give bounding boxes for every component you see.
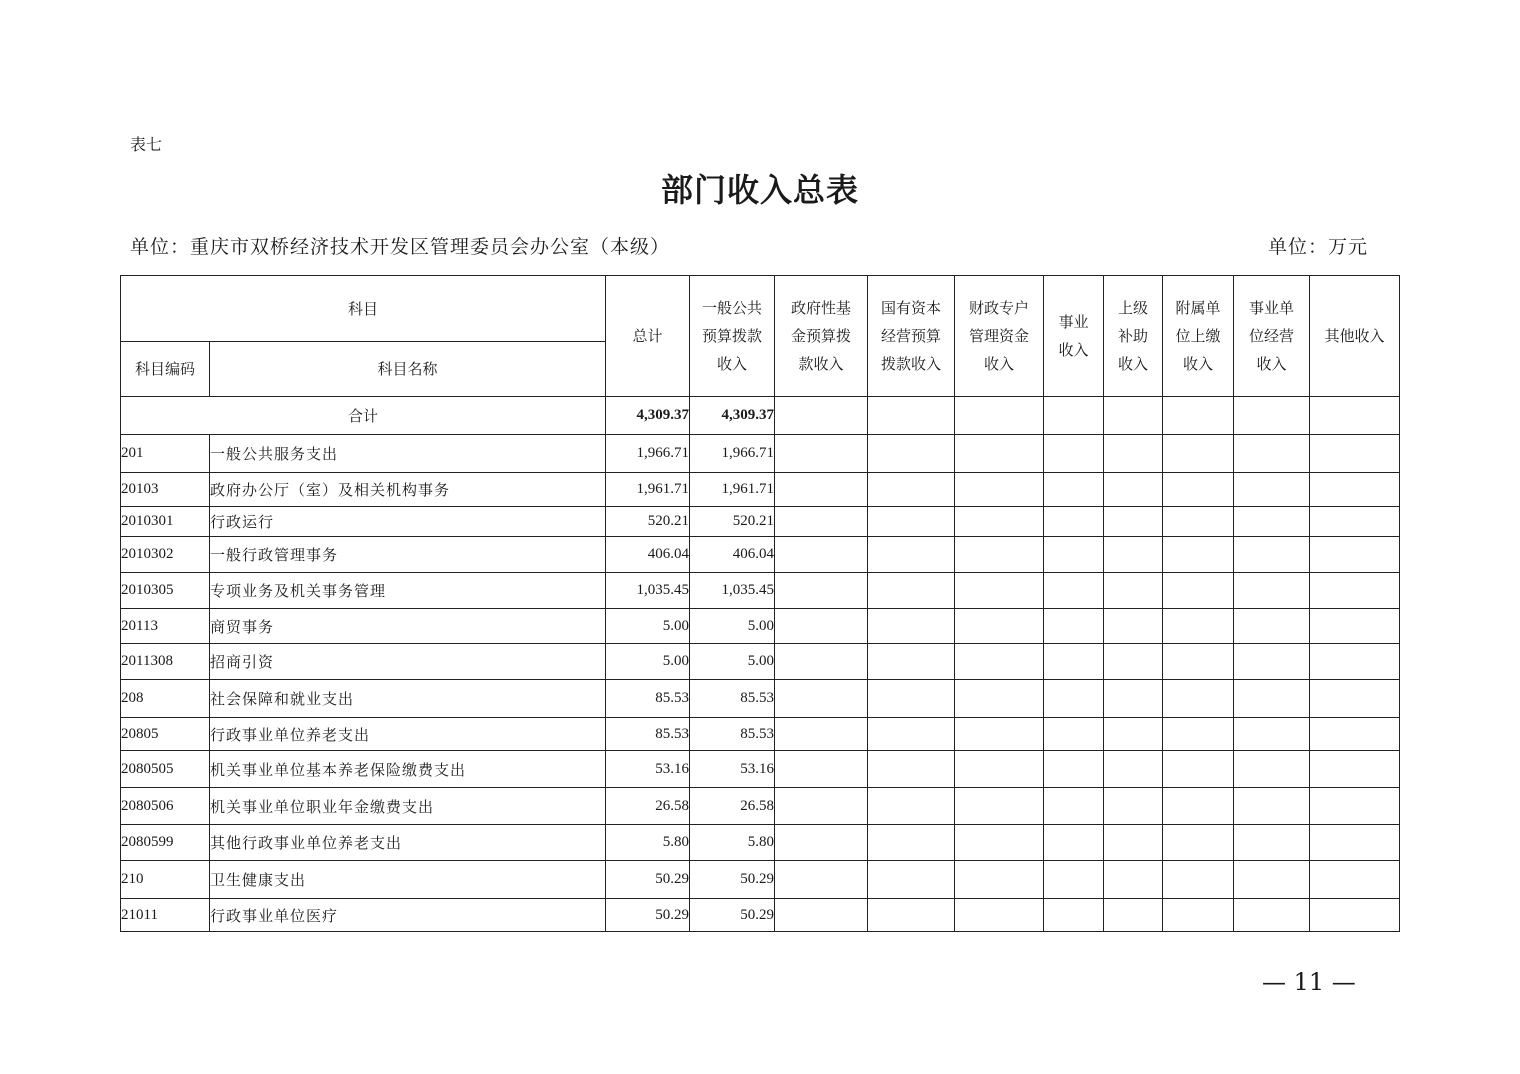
row-name: 一般行政管理事务 [210,537,606,573]
row-general: 5.80 [690,825,775,861]
table-row [121,680,1400,718]
total-sum: 4,309.37 [606,397,690,435]
unit-currency: 单位：万元 [1268,236,1369,258]
row-name: 机关事业单位基本养老保险缴费支出 [210,751,606,788]
header-state-capital: 国有资本经营预算拨款收入 [868,276,955,397]
table-row [121,537,1400,573]
table-row [121,473,1400,507]
unit-organization: 单位：重庆市双桥经济技术开发区管理委员会办公室（本级） [130,236,671,258]
page-number: — 11 — [1262,968,1356,996]
row-general: 50.29 [690,899,775,932]
row-name: 社会保障和就业支出 [210,680,606,718]
total-general: 4,309.37 [690,397,775,435]
row-code: 20805 [121,718,210,751]
row-general: 26.58 [690,788,775,825]
row-total: 5.00 [606,644,690,680]
row-general: 5.00 [690,644,775,680]
row-code: 210 [121,861,210,899]
row-code: 2011308 [121,644,210,680]
row-total: 85.53 [606,718,690,751]
header-business-income: 事业收入 [1044,276,1104,397]
row-total: 520.21 [606,507,690,537]
page-title: 部门收入总表 [660,171,859,209]
row-name: 行政事业单位医疗 [210,899,606,932]
row-name: 政府办公厅（室）及相关机构事务 [210,473,606,507]
table-row [121,825,1400,861]
table-row [121,644,1400,680]
row-name: 商贸事务 [210,609,606,644]
row-general: 53.16 [690,751,775,788]
total-label: 合计 [121,397,606,435]
row-code: 2010302 [121,537,210,573]
row-total: 5.00 [606,609,690,644]
header-superior-subsidy: 上级补助收入 [1104,276,1163,397]
header-gov-fund: 政府性基金预算拨款收入 [775,276,868,397]
header-code: 科目编码 [121,342,210,397]
row-name: 行政运行 [210,507,606,537]
row-code: 21011 [121,899,210,932]
header-affiliated-unit: 附属单位上缴收入 [1163,276,1234,397]
table-row [121,751,1400,788]
header-name: 科目名称 [210,342,606,397]
row-code: 2080505 [121,751,210,788]
row-code: 201 [121,435,210,473]
row-name: 其他行政事业单位养老支出 [210,825,606,861]
row-code: 2010301 [121,507,210,537]
row-general: 5.00 [690,609,775,644]
total-row [121,397,1400,435]
row-general: 406.04 [690,537,775,573]
row-name: 行政事业单位养老支出 [210,718,606,751]
header-subject: 科目 [121,276,606,342]
table-row [121,573,1400,609]
header-general-budget: 一般公共预算拨款收入 [690,276,775,397]
row-total: 53.16 [606,751,690,788]
row-name: 卫生健康支出 [210,861,606,899]
row-code: 2080506 [121,788,210,825]
row-general: 1,966.71 [690,435,775,473]
header-other-income: 其他收入 [1310,276,1400,397]
row-code: 208 [121,680,210,718]
row-name: 专项业务及机关事务管理 [210,573,606,609]
row-code: 2010305 [121,573,210,609]
table-row [121,435,1400,473]
row-total: 1,035.45 [606,573,690,609]
row-name: 机关事业单位职业年金缴费支出 [210,788,606,825]
row-total: 50.29 [606,899,690,932]
row-total: 50.29 [606,861,690,899]
row-general: 85.53 [690,718,775,751]
table-number: 表七 [130,135,163,154]
row-total: 1,966.71 [606,435,690,473]
row-total: 406.04 [606,537,690,573]
row-general: 1,961.71 [690,473,775,507]
header-fiscal-special: 财政专户管理资金收入 [955,276,1044,397]
row-total: 85.53 [606,680,690,718]
table-row [121,899,1400,932]
table-row [121,788,1400,825]
row-total: 26.58 [606,788,690,825]
header-unit-operation: 事业单位经营收入 [1234,276,1310,397]
row-total: 5.80 [606,825,690,861]
row-general: 1,035.45 [690,573,775,609]
row-code: 2080599 [121,825,210,861]
table-row [121,609,1400,644]
row-general: 520.21 [690,507,775,537]
row-general: 85.53 [690,680,775,718]
row-code: 20103 [121,473,210,507]
income-summary-table [120,275,1400,932]
header-total: 总计 [606,276,690,397]
row-name: 一般公共服务支出 [210,435,606,473]
row-code: 20113 [121,609,210,644]
row-total: 1,961.71 [606,473,690,507]
table-row [121,718,1400,751]
table-row [121,507,1400,537]
table-row [121,861,1400,899]
row-general: 50.29 [690,861,775,899]
row-name: 招商引资 [210,644,606,680]
